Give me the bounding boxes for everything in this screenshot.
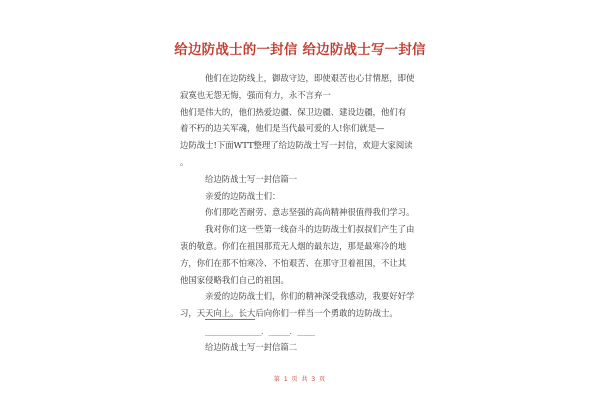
paragraph-3-line-2: 习，天天向上。长大后向你们一样当一个勇敢的边防战士。 — [180, 308, 398, 319]
section-heading-1: 给边防战士写一封信篇一 — [205, 173, 298, 184]
intro-line-1: 他们在边防线上，御敌守边，即使艰苦也心甘情愿，即使 — [205, 73, 415, 83]
paragraph-2-line-2: 衷的敬意。你们在祖国那荒无人烟的最东边，那是最寒冷的地 — [180, 240, 407, 251]
paragraph-1-line-1: 你们那吃苦耐劳、意志坚强的高尚精神很值得我们学习。 — [205, 207, 415, 218]
paragraph-2-line-4: 他国家侵略我们自己的祖国。 — [180, 274, 289, 285]
document-title: 给边防战士的一封信 给边防战士写一封信 — [174, 42, 426, 58]
intro-line-6: 。 — [180, 156, 189, 167]
blank-underline — [205, 319, 255, 320]
signature-line: ________________．______．_____ — [205, 327, 315, 336]
paragraph-2-line-3: 方，你们在那不怕寒冷、不怕艰苦、在那守卫着祖国，不让其 — [180, 257, 407, 268]
paragraph-2-line-1: 我对你们这一些第一线奋斗的边防战士们叔叔们产生了由 — [205, 224, 415, 235]
intro-line-4: 着不朽的边关军魂，他们是当代最可爱的人!你们就是— — [180, 123, 385, 134]
document-body — [180, 70, 420, 322]
paragraph-3-line-1: 亲爱的边防战士们，你们的精神深受我感动，我要好好学 — [205, 291, 415, 302]
salutation: 亲爱的边防战士们： — [205, 190, 281, 201]
section-heading-2: 给边防战士写一封信篇二 — [205, 342, 298, 352]
page-indicator: 第 1 页 共 3 页 — [273, 376, 327, 383]
intro-line-2: 寂寞也无怨无悔，强而有力，永不言弃一 — [180, 89, 331, 100]
intro-line-5: 边防战士!下面WTT整理了给边防战士写一封信，欢迎大家阅读 — [180, 140, 413, 151]
intro-line-3: 他们是伟大的，他们热爱边疆、保卫边疆、建设边疆，他们有 — [180, 106, 407, 117]
